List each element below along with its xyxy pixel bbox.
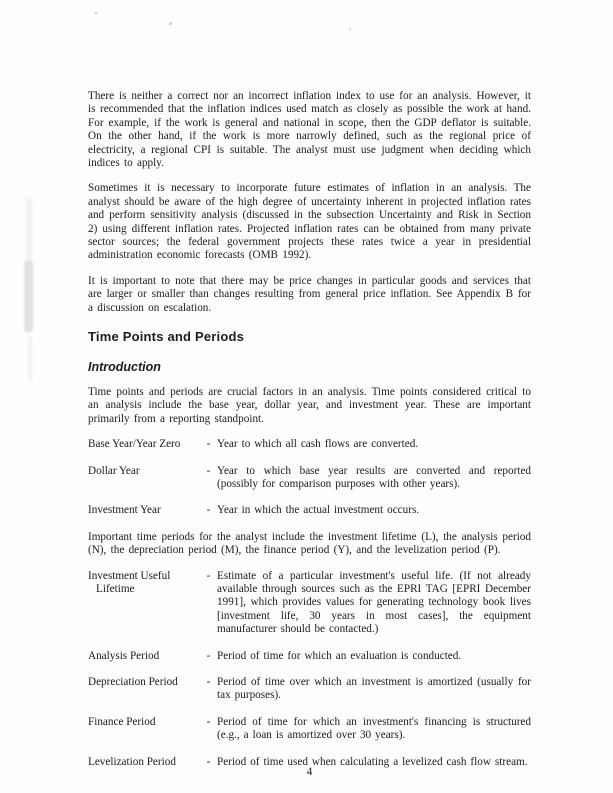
definition-separator: - bbox=[206, 715, 211, 728]
definition-term: Investment Useful Lifetime bbox=[88, 569, 171, 595]
paragraph-inflation-estimates: Sometimes it is necessary to incorporate future estimates of inflation in an analysis. The analyst should be aware of the high degree of uncertainty inherent in projected inflation rates and perform sensitivity analysis (discussed in the subsection Uncertainty and Risk in Section 2) using different inflation rates. Projected inflation rates can be obtained from many private sector sources; the federal government projects these rates twice a year in presidential administration economic forecasts (OMB 1992). bbox=[88, 182, 531, 262]
scan-artifact bbox=[95, 12, 97, 14]
definition-separator: - bbox=[206, 569, 211, 582]
scan-artifact bbox=[24, 260, 33, 332]
definition-text: Year in which the actual investment occurs. bbox=[217, 504, 420, 517]
definition-separator: - bbox=[206, 649, 211, 662]
time-periods-list bbox=[88, 570, 531, 769]
paragraph-time-points-intro: Time points and periods are crucial factors in an analysis. Time points considered critical to an analysis include the base year, dollar year, and investment year. These are important primarily from a reporting standpoint. bbox=[88, 385, 531, 425]
scan-artifact bbox=[28, 336, 32, 382]
definition-text: Period of time for which an evaluation is conducted. bbox=[217, 649, 462, 662]
definition-row-finance-period bbox=[88, 716, 531, 743]
page-number: 4 bbox=[306, 766, 313, 778]
time-points-list bbox=[88, 438, 531, 518]
definition-text: Period of time for which an investment's financing is structured (e.g., a loan is amortized over 30 years). bbox=[217, 715, 531, 742]
scan-artifact bbox=[349, 28, 351, 30]
definition-term: Analysis Period bbox=[88, 649, 160, 662]
scan-artifact bbox=[169, 22, 172, 25]
definition-term: Levelization Period bbox=[88, 755, 176, 768]
definition-text: Estimate of a particular investment's useful life. (If not already available through sources such as the EPRI TAG [EPRI December 1991], which provides values for generating technology book lives [investment life, 30 years in most cases], the equipment manufacturer should be contacted.) bbox=[217, 569, 531, 636]
definition-text: Period of time used when calculating a levelized cash flow stream. bbox=[217, 755, 528, 768]
definition-row-analysis-period bbox=[88, 650, 531, 663]
definition-text: Period of time over which an investment is amortized (usually for tax purposes). bbox=[217, 676, 531, 702]
definition-separator: - bbox=[206, 504, 211, 517]
definition-term: Finance Period bbox=[88, 715, 156, 728]
definition-row-depreciation-period bbox=[88, 676, 531, 703]
scan-artifact bbox=[26, 198, 32, 260]
definition-separator: - bbox=[206, 676, 211, 688]
subsection-heading: Introduction bbox=[88, 359, 161, 374]
definition-row-dollar-year bbox=[88, 465, 531, 492]
paragraph-time-periods-intro: Important time periods for the analyst include the investment lifetime (L), the analysis period (N), the depreciation period (M), the finance period (Y), and the levelization period (P). bbox=[88, 530, 531, 557]
definition-row-investment-useful-lifetime bbox=[88, 570, 531, 637]
definition-row-investment-year bbox=[88, 504, 531, 517]
definition-row-base-year bbox=[88, 438, 531, 451]
definition-term: Investment Year bbox=[88, 504, 161, 517]
paragraph-price-changes: It is important to note that there may be price changes in particular goods and services that are larger or smaller than changes resulting from general price inflation. See Appendix B for a discussion on escalation. bbox=[88, 274, 531, 314]
section-heading: Time Points and Periods bbox=[88, 329, 245, 345]
definition-term: Dollar Year bbox=[88, 464, 140, 477]
definition-text: Year to which base year results are converted and reported (possibly for comparison purposes with other years). bbox=[217, 464, 531, 490]
definition-term: Base Year/Year Zero bbox=[88, 438, 181, 451]
definition-separator: - bbox=[206, 755, 211, 768]
paragraph-inflation-index: There is neither a correct nor an incorrect inflation index to use for an analysis. However, it is recommended that the inflation indices used match as closely as possible the work at hand. For example, if the work is general and national in scope, then the GDP deflator is suitable. On the other hand, if the work is more narrowly defined, such as the regional price of electricity, a regional CPI is suitable. The analyst must use judgment when deciding which indices to apply. bbox=[88, 90, 531, 170]
definition-separator: - bbox=[206, 464, 211, 477]
definition-separator: - bbox=[206, 438, 211, 451]
page-body bbox=[88, 90, 531, 782]
definition-term: Depreciation Period bbox=[88, 676, 178, 688]
definition-text: Year to which all cash flows are converted. bbox=[217, 438, 419, 451]
